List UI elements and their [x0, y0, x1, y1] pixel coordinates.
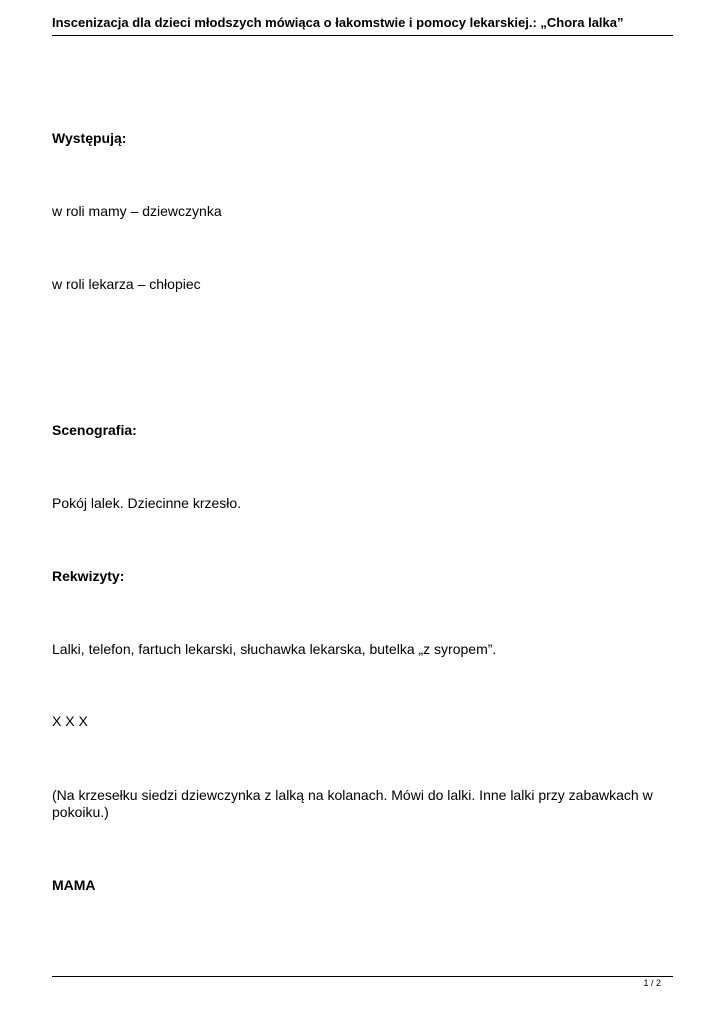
page-number: 1 / 2	[643, 978, 661, 988]
cast-heading: Występują:	[52, 130, 127, 146]
cast-doctor-line: w roli lekarza – chłopiec	[52, 276, 201, 292]
scenography-text: Pokój lalek. Dziecinne krzesło.	[52, 495, 242, 511]
stage-direction: (Na krzesełku siedzi dziewczynka z lalką na kolanach. Mówi do lalki. Inne lalki przy zabawkach w pokoiku.)	[52, 787, 653, 820]
speaker-label: MAMA	[52, 877, 96, 893]
scenography-heading: Scenografia:	[52, 422, 137, 438]
props-heading: Rekwizyty:	[52, 568, 125, 584]
footer-divider	[52, 976, 673, 977]
scene-separator: X X X	[52, 713, 88, 729]
header-divider	[52, 35, 673, 36]
document-header-title: Inscenizacja dla dzieci młodszych mówiąca o łakomstwie i pomocy lekarskiej.: „Chora lalka”	[52, 15, 624, 30]
cast-mother-line: w roli mamy – dziewczynka	[52, 203, 222, 219]
props-text: Lalki, telefon, fartuch lekarski, słuchawka lekarska, butelka „z syropem”.	[52, 641, 497, 657]
